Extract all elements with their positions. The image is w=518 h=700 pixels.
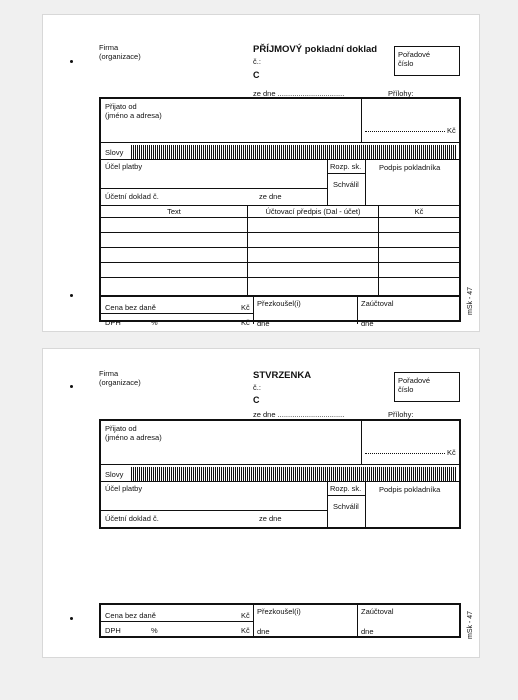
kc-label: Kč bbox=[447, 126, 456, 135]
table-row[interactable] bbox=[101, 262, 459, 263]
approved-label: Schválil bbox=[333, 502, 359, 511]
received-from-label: Přijato od bbox=[105, 424, 137, 433]
date-field[interactable]: ze dne ................................ bbox=[253, 89, 345, 98]
number-label: č.: bbox=[253, 57, 261, 66]
percent-label: % bbox=[151, 626, 158, 635]
form-title: STVRZENKA bbox=[253, 370, 312, 381]
form-code: mSk - 47 bbox=[467, 286, 474, 315]
accounting-doc-label: Účetní doklad č. bbox=[105, 514, 159, 523]
verified-label: Přezkoušel(i) bbox=[257, 299, 301, 308]
kc-label: Kč bbox=[447, 448, 456, 457]
verified-date-label: dne bbox=[257, 319, 270, 328]
budget-label: Rozp. sk. bbox=[330, 162, 362, 171]
approved-label: Schválil bbox=[333, 180, 359, 189]
receipt-form-top bbox=[42, 14, 480, 332]
punch-hole bbox=[70, 385, 73, 388]
posted-label: Zaúčtoval bbox=[361, 607, 394, 616]
col-text-header: Text bbox=[167, 207, 181, 216]
in-words-field[interactable] bbox=[131, 467, 457, 481]
accounting-date-label: ze dne bbox=[259, 514, 282, 523]
attachments-label: Přílohy: bbox=[388, 89, 414, 98]
price-excl-vat-label: Cena bez daně bbox=[105, 303, 156, 312]
posted-date-label: dne bbox=[361, 627, 374, 636]
kc-label: Kč bbox=[241, 303, 250, 312]
kc-label: Kč bbox=[241, 318, 250, 327]
in-words-field[interactable] bbox=[131, 145, 457, 159]
form-code: mSk - 47 bbox=[467, 610, 474, 639]
number-label: č.: bbox=[253, 383, 261, 392]
date-field[interactable]: ze dne ................................ bbox=[253, 410, 345, 419]
col-kc-header: Kč bbox=[414, 207, 424, 216]
form-title: PŘÍJMOVÝ pokladní doklad bbox=[253, 44, 378, 55]
verified-date-label: dne bbox=[257, 627, 270, 636]
organizace-label: (organizace) bbox=[99, 378, 141, 387]
cashier-signature-label: Podpis pokladníka bbox=[379, 163, 441, 172]
tax-grid bbox=[99, 603, 461, 638]
order-number-label: Pořadové bbox=[398, 376, 431, 385]
table-row[interactable] bbox=[101, 247, 459, 248]
firma-label: Firma bbox=[99, 369, 119, 378]
punch-hole bbox=[70, 617, 73, 620]
col-predpis-header: Účtovací předpis (Dal - účet) bbox=[265, 207, 361, 216]
order-number-label-2: číslo bbox=[398, 385, 414, 394]
verified-label: Přezkoušel(i) bbox=[257, 607, 301, 616]
organizace-label: (organizace) bbox=[99, 52, 141, 61]
received-from-label: Přijato od bbox=[105, 102, 137, 111]
in-words-label: Slovy bbox=[105, 470, 124, 479]
name-address-label: (jméno a adresa) bbox=[105, 111, 162, 120]
series-letter: C bbox=[253, 70, 260, 80]
purpose-label: Účel platby bbox=[105, 484, 143, 493]
order-number-box[interactable] bbox=[394, 372, 460, 402]
purpose-label: Účel platby bbox=[105, 162, 143, 171]
percent-label: % bbox=[151, 318, 158, 327]
vat-label: DPH bbox=[105, 318, 121, 327]
posted-date-label: dne bbox=[361, 319, 374, 328]
accounting-date-label: ze dne bbox=[259, 192, 282, 201]
price-excl-vat-label: Cena bez daně bbox=[105, 611, 156, 620]
order-number-box[interactable] bbox=[394, 46, 460, 76]
attachments-label: Přílohy: bbox=[388, 410, 414, 419]
table-row[interactable] bbox=[101, 232, 459, 233]
order-number-label-2: číslo bbox=[398, 59, 414, 68]
kc-label: Kč bbox=[241, 611, 250, 620]
series-letter: C bbox=[253, 395, 260, 405]
budget-label: Rozp. sk. bbox=[330, 484, 362, 493]
posted-label: Zaúčtoval bbox=[361, 299, 394, 308]
punch-hole bbox=[70, 60, 73, 63]
order-number-label: Pořadové bbox=[398, 50, 431, 59]
vat-label: DPH bbox=[105, 626, 121, 635]
punch-hole bbox=[70, 294, 73, 297]
firma-label: Firma bbox=[99, 43, 119, 52]
main-grid bbox=[99, 97, 461, 328]
receipt-form-bottom bbox=[42, 348, 480, 658]
table-row[interactable] bbox=[101, 277, 459, 278]
name-address-label: (jméno a adresa) bbox=[105, 433, 162, 442]
kc-label: Kč bbox=[241, 626, 250, 635]
cashier-signature-label: Podpis pokladníka bbox=[379, 485, 441, 494]
main-grid bbox=[99, 419, 461, 529]
in-words-label: Slovy bbox=[105, 148, 124, 157]
accounting-doc-label: Účetní doklad č. bbox=[105, 192, 159, 201]
